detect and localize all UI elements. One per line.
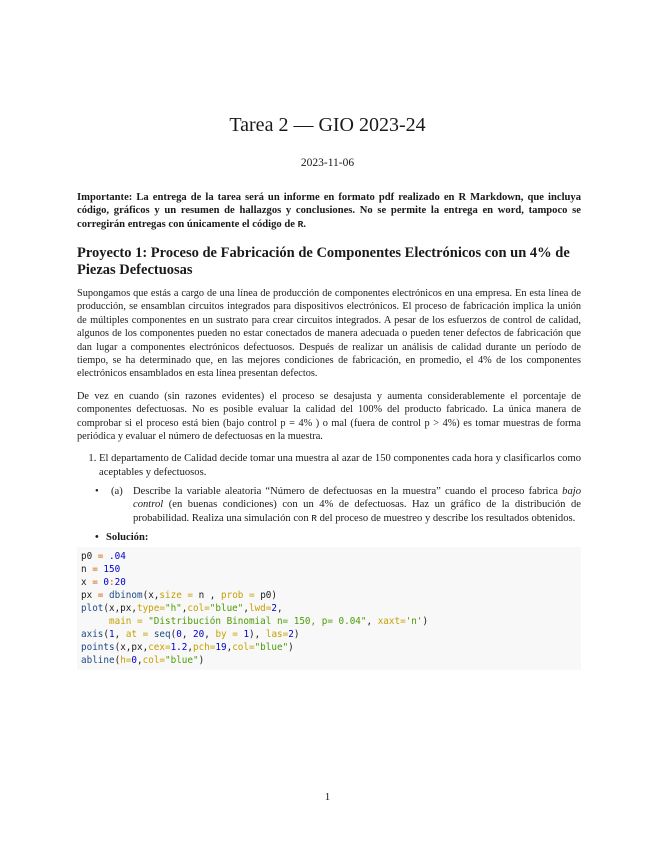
important-text: Importante: La entrega de la tarea será un informe en formato pdf realizado en R Markdown, que incluya código, gráficos y un resumen de hallazgos y conclusiones. No se permite la entrega en word, tampoco se corregirán entregas con únicamente el código de bbox=[77, 192, 581, 230]
section-heading: Proyecto 1: Proceso de Fabricación de Componentes Electrónicos con un 4% de Piezas Defectuosas bbox=[77, 244, 570, 278]
bullet: • bbox=[95, 531, 99, 543]
sub-item-a bbox=[95, 485, 581, 525]
sub-text-part-3: del proceso de muestreo y describe los resultados obtenidos. bbox=[316, 512, 576, 524]
sub-text-part-1: Describe la variable aleatoria “Número de defectuosas en la muestra” cuando el proceso fabrica bbox=[133, 485, 563, 497]
sub-item-text bbox=[133, 485, 581, 525]
document-date: 2023-11-06 bbox=[300, 157, 355, 169]
important-code: R bbox=[297, 218, 304, 230]
sub-text-code: R bbox=[311, 512, 317, 524]
document-body bbox=[77, 191, 581, 670]
code-block: p0 = .04 n = 150 x = 0:20 px = dbinom(x,size = n , prob = p0) plot(x,px,type="h",col="blue",lwd=2, main = "Distribución Binomial n= 150, p= 0.04", xaxt='n') axis(1, at = seq(0, 20, by = 1), las=2) points(x,px,cex=1.2,pch=19,col="blue") abline(h=0,col="blue") bbox=[77, 547, 581, 670]
task-item-1: 1. El departamento de Calidad decide tomar una muestra al azar de 150 componentes cada hora y clasificarlos como aceptables y defectuosos. bbox=[99, 452, 581, 479]
important-text-end: . bbox=[303, 218, 306, 230]
task-list bbox=[77, 452, 581, 479]
bullet: • bbox=[95, 485, 99, 497]
important-notice bbox=[77, 191, 581, 231]
solution-label-text: Solución: bbox=[106, 531, 149, 543]
sub-item-marker: (a) bbox=[111, 485, 123, 497]
page-number: 1 bbox=[324, 791, 331, 803]
document-title: Tarea 2 — GIO 2023-24 bbox=[229, 114, 426, 136]
paragraph-1: Supongamos que estás a cargo de una línea de producción de componentes electrónicos en una empresa. En esta línea de producción, se ensamblan circuitos integrados para dispositivos electrónicos. El proceso de fabricación implica la unión de múltiples componentes en un sustrato para crear circuitos integrados. A pesar de los esfuerzos de control de calidad, algunos de los componentes pueden no estar conectados de manera adecuada o pueden tener defectos de fabricación que dan lugar a componentes electrónicos defectuosos. Después de realizar un análisis de calidad durante un período de tiempo, se ha determinado que, en las mejores condiciones de fabricación, en promedio, el 4% de los componentes electrónicos ensamblados en esta línea presentan defectos. bbox=[77, 287, 581, 380]
sub-text-part-2: (en buenas condiciones) con un 4% de defectuosas. Haz un gráfico de la distribución de probabilidad. Realiza una simulación con bbox=[133, 499, 581, 524]
paragraph-2: De vez en cuando (sin razones evidentes) el proceso se desajusta y aumenta considerablemente el porcentaje de componentes defectuosas. No es posible evaluar la calidad del 100% del producto fabricado. La única manera de comprobar si el proceso está bien (bajo control p = 4% ) o mal (fuera de control p > 4%) es tomar muestras de forma periódica y evaluar el número de defectuosas en la muestra. bbox=[77, 390, 581, 442]
solution-label bbox=[95, 531, 581, 544]
sub-text-emphasis: bajo control bbox=[133, 485, 581, 511]
